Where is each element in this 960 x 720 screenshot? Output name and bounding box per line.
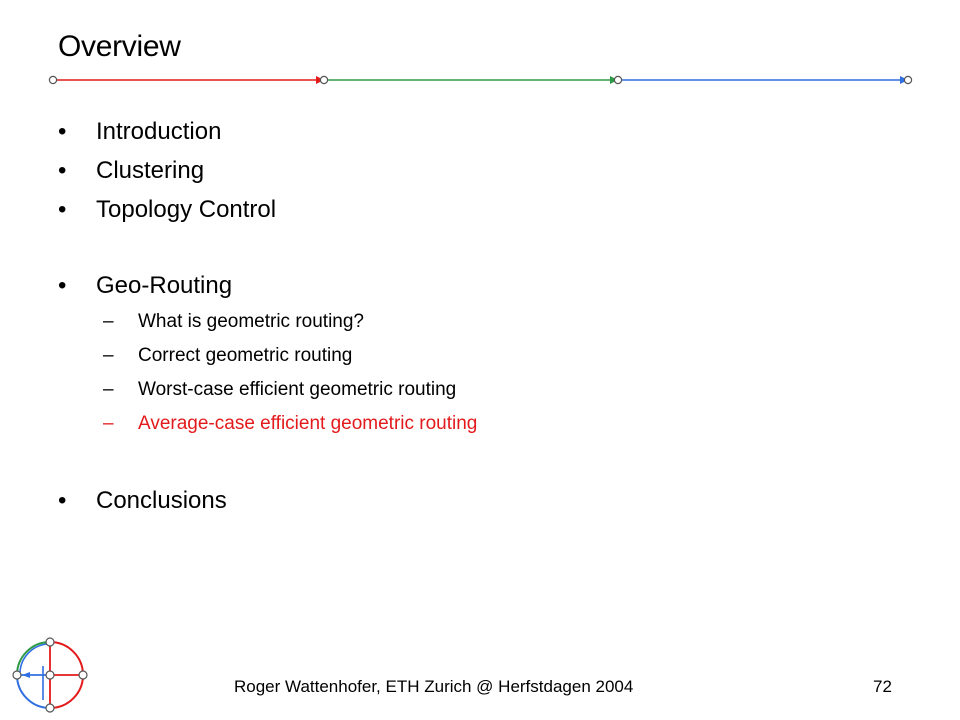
eth-logo-icon xyxy=(8,632,98,720)
page-number: 72 xyxy=(873,677,892,696)
progress-line xyxy=(40,66,920,96)
slide-title: Overview xyxy=(58,30,181,63)
footer-credit: Roger Wattenhofer, ETH Zurich @ Herfstdagen 2004 xyxy=(234,677,634,696)
